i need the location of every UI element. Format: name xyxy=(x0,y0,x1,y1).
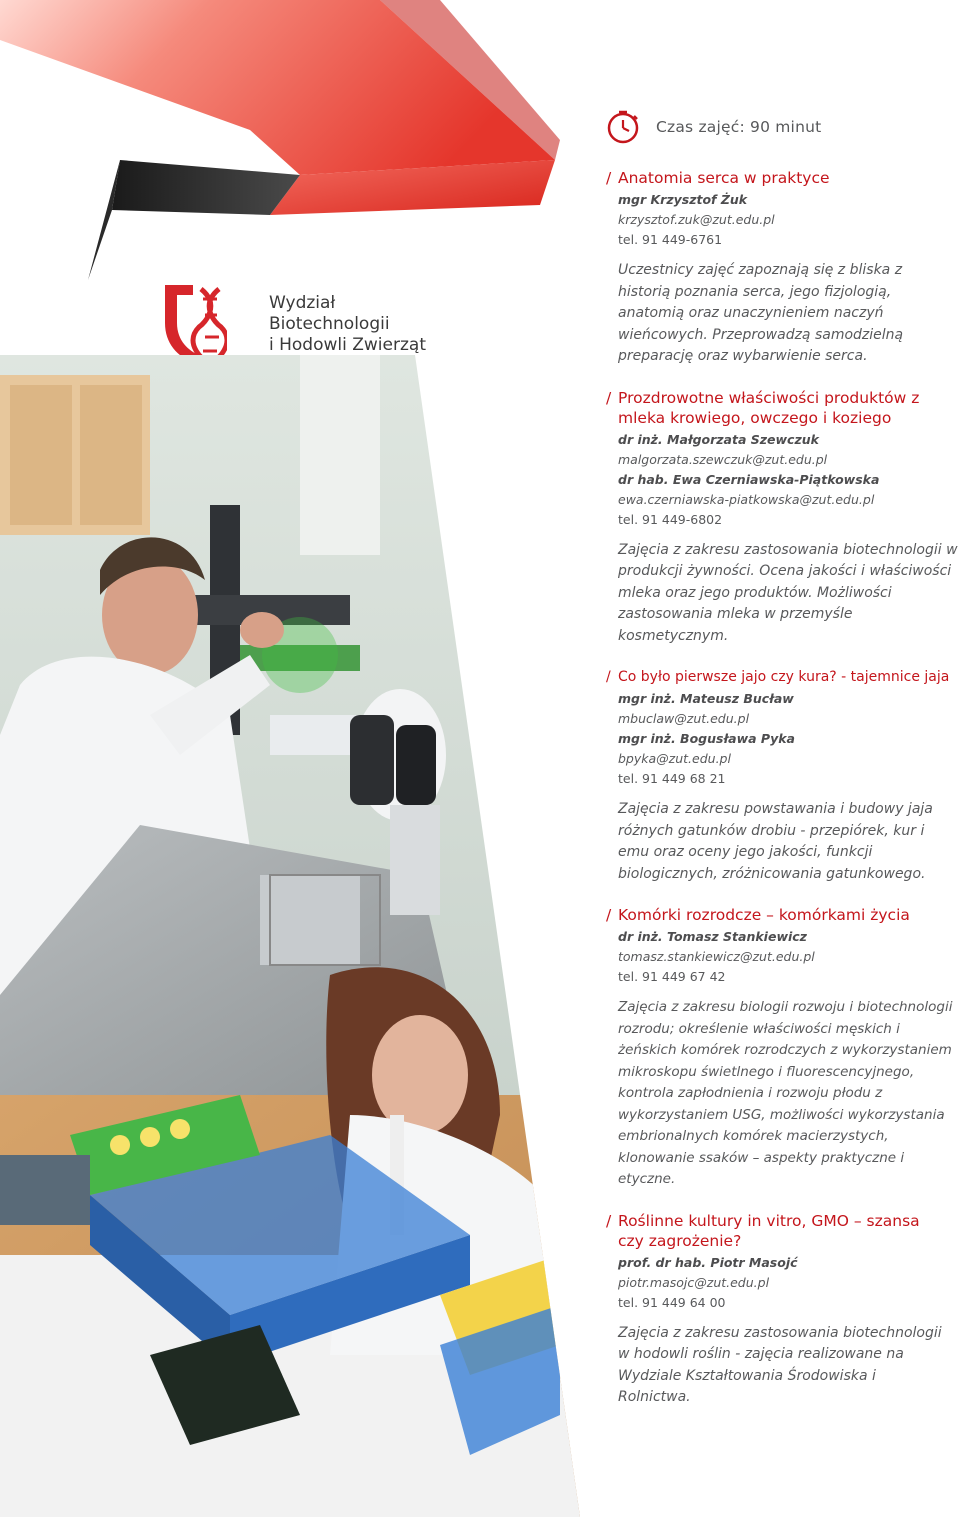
workshop-title: / Anatomia serca w praktyce xyxy=(606,168,960,188)
person-name: prof. dr hab. Piotr Masojć xyxy=(618,1254,798,1270)
contact-block xyxy=(606,1253,960,1313)
workshop-section xyxy=(606,667,960,885)
person-name: dr inż. Małgorzata Szewczuk xyxy=(618,431,819,447)
person-email[interactable]: malgorzata.szewczuk@zut.edu.pl xyxy=(618,451,828,467)
person-email[interactable]: bpyka@zut.edu.pl xyxy=(618,751,731,766)
decorative-ribbon xyxy=(0,0,560,290)
workshop-title: / Prozdrowotne właściwości produktów z mleka krowiego, owczego i koziego xyxy=(606,388,960,428)
workshop-title: / Co było pierwsze jajo czy kura? - tajemnice jaja xyxy=(606,667,960,687)
phone-number: tel. 91 449-6761 xyxy=(618,232,723,247)
faculty-name-line2: Biotechnologii xyxy=(269,314,390,334)
faculty-logo xyxy=(165,285,465,365)
person-email[interactable]: piotr.masojc@zut.edu.pl xyxy=(618,1274,770,1290)
faculty-name-line3: i Hodowli Zwierząt xyxy=(269,335,426,355)
faculty-name-line1: Wydział xyxy=(269,293,336,313)
workshop-title: / Roślinne kultury in vitro, GMO – szansa czy zagrożenie? xyxy=(606,1211,948,1251)
workshop-section xyxy=(606,905,960,1191)
laboratory-photo xyxy=(0,355,580,1517)
workshop-title: / Komórki rozrodcze – komórkami życia xyxy=(606,905,960,925)
person-email[interactable]: tomasz.stankiewicz@zut.edu.pl xyxy=(618,949,815,964)
contact-block xyxy=(606,689,960,789)
phone-number: tel. 91 449 68 21 xyxy=(618,771,726,786)
person-name: mgr Krzysztof Żuk xyxy=(618,192,748,207)
person-name: dr hab. Ewa Czerniawska-Piątkowska xyxy=(618,471,880,487)
faculty-name xyxy=(269,293,426,356)
class-duration xyxy=(606,108,960,146)
workshop-section xyxy=(606,168,960,368)
class-duration-label: Czas zajęć: 90 minut xyxy=(656,118,822,136)
person-email[interactable]: mbuclaw@zut.edu.pl xyxy=(618,711,750,726)
workshop-description: Zajęcia z zakresu zastosowania biotechnologii w produkcji żywności. Ocena jakości i właściwości mleka oraz jego produktów. Możliwości zastosowania mleka w przemyśle kosmetycznym. xyxy=(618,541,958,644)
dna-logo-icon xyxy=(165,285,227,363)
contact-block xyxy=(606,927,960,987)
workshop-description: Zajęcia z zakresu zastosowania biotechnologii w hodowli roślin - zajęcia realizowane na Wydziale Kształtowania Środowiska i Rolnictwa. xyxy=(618,1324,942,1405)
workshop-section xyxy=(606,1211,960,1409)
phone-number: tel. 91 449 67 42 xyxy=(618,969,726,984)
workshop-description: Zajęcia z zakresu biologii rozwoju i biotechnologii rozrodu; określenie właściwości męskich i żeńskich komórek rozrodczych z wykorzystaniem mikroskopu świetlnego i fluorescencyjnego, kontrola zapłodnienia i rozwoju płodu z wykorzystaniem USG, możliwości wykorzystania embrionalnych komórek macierzystych, klonowanie ssaków – aspekty praktyczne i etyczne. xyxy=(618,999,953,1187)
workshop-section xyxy=(606,388,960,648)
person-email[interactable]: ewa.czerniawska-piatkowska@zut.edu.pl xyxy=(618,491,875,507)
content-column xyxy=(606,108,960,1429)
workshop-description: Zajęcia z zakresu powstawania i budowy jaja różnych gatunków drobiu - przepiórek, kur i emu oraz oceny jego jakości, funkcji biologicznych, zróżnicowania gatunkowego. xyxy=(618,801,933,882)
clock-icon xyxy=(606,110,640,144)
person-name: mgr inż. Mateusz Bucław xyxy=(618,691,794,706)
contact-block xyxy=(606,190,960,250)
contact-block xyxy=(606,430,960,530)
workshop-description: Uczestnicy zajęć zapoznają się z bliska z historią poznania serca, jego fizjologią, anatomią oraz unaczynieniem naczyń wieńcowych. Przeprowadzą samodzielną preparację oraz wybarwienie serca. xyxy=(618,262,904,364)
person-name: dr inż. Tomasz Stankiewicz xyxy=(618,929,807,944)
phone-number: tel. 91 449-6802 xyxy=(618,511,723,527)
person-email[interactable]: krzysztof.zuk@zut.edu.pl xyxy=(618,212,775,227)
person-name: mgr inż. Bogusława Pyka xyxy=(618,731,795,746)
phone-number: tel. 91 449 64 00 xyxy=(618,1294,726,1310)
